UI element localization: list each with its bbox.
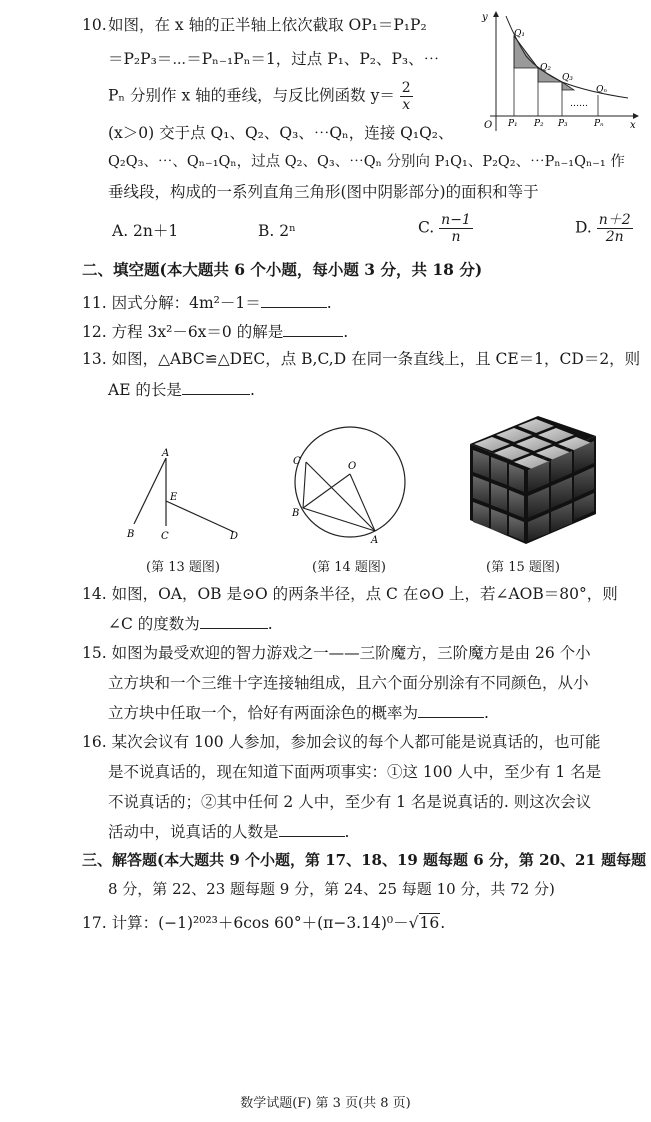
q10-option-d-den: 2n bbox=[605, 229, 624, 245]
fig14-ca bbox=[306, 462, 375, 531]
fig13-ab bbox=[134, 458, 166, 524]
q15-line-3 bbox=[108, 701, 489, 724]
q16-line-3: 不说真话的；②其中任何 2 人中，至少有 1 名是说真话的. 则这次会议 bbox=[108, 793, 592, 811]
q16-line-4-text: 活动中，说真话的人数是 bbox=[108, 823, 279, 841]
fig14-oc bbox=[303, 474, 350, 508]
q15-answer-blank[interactable] bbox=[418, 701, 484, 718]
q10-graph-pn: Pₙ bbox=[594, 119, 604, 129]
q10-graph-q1: Q₁ bbox=[514, 29, 525, 39]
fig14-label-c: C bbox=[293, 456, 301, 467]
q10-option-c-num: n−1 bbox=[441, 212, 471, 228]
q16-line-4 bbox=[108, 820, 349, 843]
q10-line-6: 垂线段，构成的一系列直角三角形(图中阴影部分)的面积和等于 bbox=[108, 183, 539, 201]
sqrt-symbol: √ bbox=[408, 914, 419, 932]
fig14 bbox=[286, 424, 416, 546]
q12-answer-blank[interactable] bbox=[283, 320, 343, 337]
q10-option-d bbox=[575, 212, 633, 245]
q10-option-d-num: n＋2 bbox=[598, 212, 631, 228]
q10-line-1: 如图，在 x 轴的正半轴上依次截取 OP₁＝P₁P₂ bbox=[108, 16, 427, 34]
fig14-label-b: B bbox=[292, 508, 300, 519]
fig13-ed bbox=[166, 501, 234, 532]
q10-graph-origin: O bbox=[484, 120, 493, 131]
q10-graph-p2: P₂ bbox=[534, 119, 544, 129]
fig13-label-a: A bbox=[162, 448, 170, 459]
q17-text: 17. 计算：(−1)²⁰²³＋6cos 60°＋(π−3.14)⁰－ bbox=[82, 914, 409, 932]
q11-end: . bbox=[326, 294, 332, 312]
q10-fraction bbox=[400, 80, 413, 113]
q10-option-c bbox=[418, 212, 473, 245]
q12-text: 12. 方程 3x²－6x＝0 的解是 bbox=[82, 323, 284, 341]
q11-text: 11. 因式分解：4m²－1＝ bbox=[82, 294, 261, 312]
q10-graph-p3: P₃ bbox=[558, 119, 568, 129]
q14-line-2 bbox=[108, 612, 273, 635]
q10-option-c-frac bbox=[439, 212, 473, 245]
q10-graph-qn: Qₙ bbox=[596, 85, 608, 95]
q10-option-a: A. 2n＋1 bbox=[112, 222, 179, 240]
q14-line-2-text: ∠C 的度数为 bbox=[108, 615, 200, 633]
q12-end: . bbox=[343, 323, 349, 341]
q10-option-b: B. 2ⁿ bbox=[258, 222, 296, 240]
q10-line-2: ＝P₂P₃＝⋯＝Pₙ₋₁Pₙ＝1，过点 P₁、P₂、P₃、⋯ bbox=[108, 50, 440, 68]
q13-line-1: 13. 如图，△ABC≌△DEC，点 B,C,D 在同一条直线上，且 CE＝1，CD＝2，则 bbox=[82, 350, 641, 368]
q10-fraction-den: x bbox=[402, 97, 411, 113]
q15-line-1: 15. 如图为最受欢迎的智力游戏之一——三阶魔方，三阶魔方是由 26 个小 bbox=[82, 644, 591, 662]
q16-line-2: 是不说真话的，现在知道下面两项事实：①这 100 人中，至少有 1 名是 bbox=[108, 763, 602, 781]
q14-line-1: 14. 如图，OA，OB 是⊙O 的两条半径，点 C 在⊙O 上，若∠AOB＝80°，则 bbox=[82, 585, 618, 603]
q15-end: . bbox=[484, 704, 489, 722]
q10-line-3 bbox=[108, 80, 413, 113]
q10-graph-q2: Q₂ bbox=[540, 63, 551, 73]
q14-end: . bbox=[267, 615, 273, 633]
q10-graph-p1: P₁ bbox=[508, 119, 518, 129]
q16-end: . bbox=[344, 823, 350, 841]
q13-end: . bbox=[249, 381, 255, 399]
page-footer: 数学试题(F) 第 3 页(共 8 页) bbox=[240, 1096, 411, 1111]
q15-line-3-text: 立方块中任取一个，恰好有两面涂色的概率为 bbox=[108, 704, 419, 722]
q13-line-2 bbox=[108, 378, 255, 401]
q16-answer-blank[interactable] bbox=[279, 820, 345, 837]
q10-option-c-den: n bbox=[451, 229, 461, 245]
q13-answer-blank[interactable] bbox=[182, 378, 250, 395]
q10-fraction-num: 2 bbox=[401, 80, 411, 96]
fig14-label-a: A bbox=[371, 535, 379, 546]
q16-line-1: 16. 某次会议有 100 人参加，参加会议的每个人都可能是说真话的，也可能 bbox=[82, 733, 601, 751]
q10-option-c-label: C. bbox=[418, 218, 435, 237]
fig13-label-e: E bbox=[170, 492, 178, 503]
fig15-caption: (第 15 题图) bbox=[486, 560, 560, 575]
q10-option-d-label: D. bbox=[575, 218, 592, 237]
q13-line-2-text: AE 的长是 bbox=[108, 381, 182, 399]
q10-graph-q3: Q₃ bbox=[562, 73, 573, 83]
fig13-label-c: C bbox=[161, 531, 169, 542]
fig13-label-b: B bbox=[127, 529, 135, 540]
q14-answer-blank[interactable] bbox=[200, 612, 268, 629]
q12 bbox=[82, 320, 348, 343]
q10-graph bbox=[478, 6, 643, 136]
q17-end: . bbox=[440, 914, 446, 932]
q10-number: 10. bbox=[82, 16, 107, 34]
q10-option-d-frac bbox=[597, 212, 633, 245]
section-3-heading-line-2: 8 分，第 22、23 题每题 9 分，第 24、25 每题 10 分，共 72 分) bbox=[108, 880, 555, 898]
q17 bbox=[82, 912, 445, 934]
q10-line-3-text: Pₙ 分别作 x 轴的垂线，与反比例函数 y＝ bbox=[108, 86, 395, 105]
q10-graph-dots: …… bbox=[570, 99, 588, 109]
q10-line-5: Q₂Q₃、⋯、Qₙ₋₁Qₙ，过点 Q₂、Q₃、⋯Qₙ 分别向 P₁Q₁、P₂Q₂、⋯Pₙ₋₁Qₙ₋₁ 作 bbox=[108, 154, 625, 170]
q10-graph-x-label: x bbox=[630, 120, 636, 131]
q11-answer-blank[interactable] bbox=[261, 291, 327, 308]
fig14-circle bbox=[295, 427, 405, 537]
fig13 bbox=[118, 446, 246, 546]
fig14-oa bbox=[350, 474, 375, 531]
fig13-caption: (第 13 题图) bbox=[146, 560, 220, 575]
fig14-label-o: O bbox=[348, 461, 357, 472]
fig14-cb bbox=[303, 462, 306, 508]
fig14-caption: (第 14 题图) bbox=[312, 560, 386, 575]
fig13-label-d: D bbox=[230, 531, 239, 542]
q11 bbox=[82, 291, 332, 314]
section-2-heading: 二、填空题(本大题共 6 个小题，每小题 3 分，共 18 分) bbox=[82, 260, 483, 279]
q10-line-4: (x＞0) 交于点 Q₁、Q₂、Q₃、⋯Qₙ，连接 Q₁Q₂、 bbox=[108, 124, 454, 142]
q10-graph-y-label: y bbox=[482, 12, 488, 23]
q17-sqrt-value: 16 bbox=[419, 914, 440, 932]
q15-line-2: 立方块和一个三维十字连接轴组成，且六个面分别涂有不同颜色，从小 bbox=[108, 674, 589, 692]
fig15-rubiks-cube bbox=[460, 410, 605, 550]
section-3-heading-line-1: 三、解答题(本大题共 9 个小题，第 17、18、19 题每题 6 分，第 20、21 题每题 bbox=[82, 851, 647, 869]
